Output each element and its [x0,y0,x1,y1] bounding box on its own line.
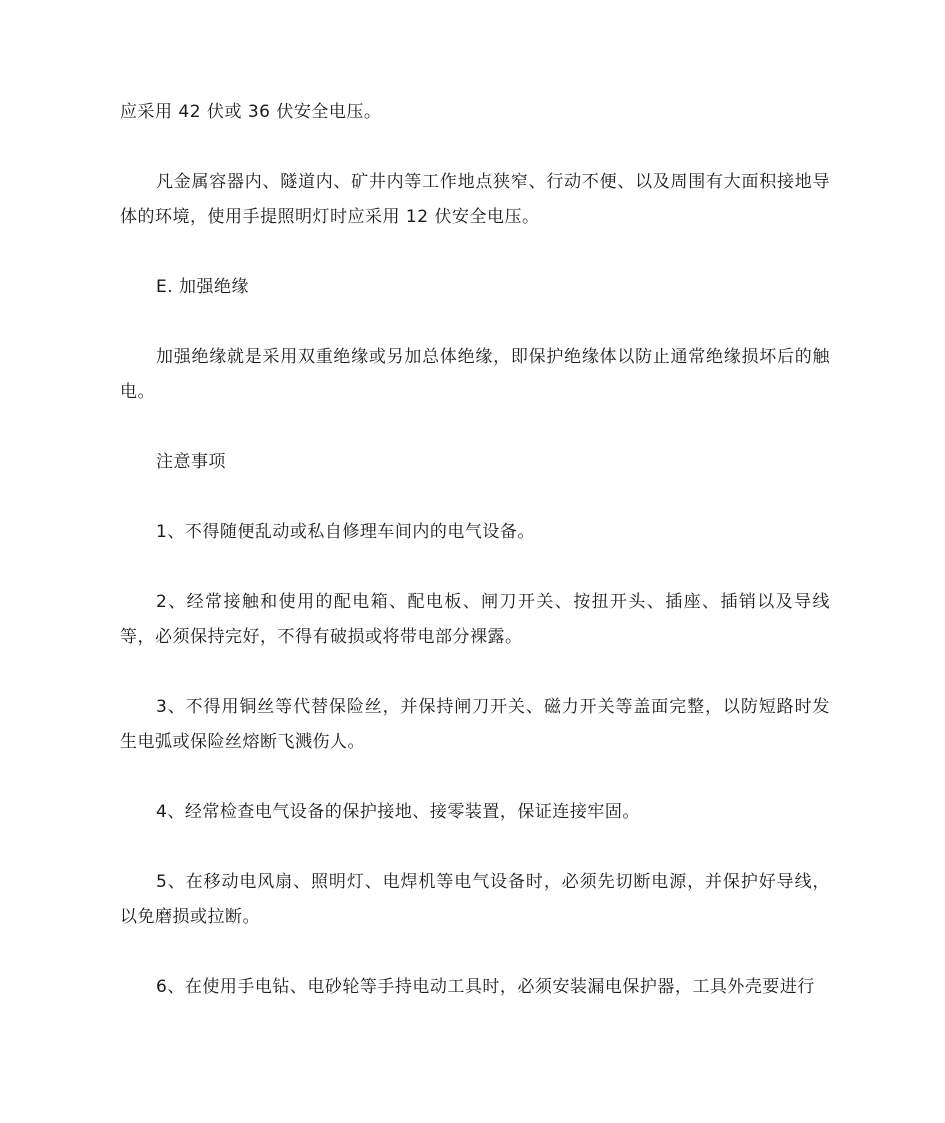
document-body [120,95,830,1040]
paragraph-confined-space-lighting: 凡金属容器内、隧道内、矿井内等工作地点狭窄、行动不便、以及周围有大面积接地导体的环境，使用手提照明灯时应采用 12 伏安全电压。 [120,172,830,227]
section-heading-precautions: 注意事项 [156,452,226,472]
list-item-precaution-2: 2、经常接触和使用的配电箱、配电板、闸刀开关、按扭开头、插座、插销以及导线等，必须保持完好，不得有破损或将带电部分裸露。 [120,592,830,647]
list-item-precaution-6: 6、在使用手电钻、电砂轮等手持电动工具时，必须安装漏电保护器，工具外壳要进行 [156,977,815,997]
paragraph-reinforced-insulation: 加强绝缘就是采用双重绝缘或另加总体绝缘，即保护绝缘体以防止通常绝缘损坏后的触电。 [120,347,830,402]
list-item-precaution-3: 3、不得用铜丝等代替保险丝，并保持闸刀开关、磁力开关等盖面完整，以防短路时发生电弧或保险丝熔断飞溅伤人。 [120,697,830,752]
list-item-precaution-4: 4、经常检查电气设备的保护接地、接零装置，保证连接牢固。 [156,802,640,822]
list-item-precaution-1: 1、不得随便乱动或私自修理车间内的电气设备。 [156,522,535,542]
section-heading-reinforced-insulation: E. 加强绝缘 [156,277,250,297]
list-item-precaution-5: 5、在移动电风扇、照明灯、电焊机等电气设备时，必须先切断电源，并保护好导线，以免磨损或拉断。 [120,872,830,927]
paragraph-voltage-continuation: 应采用 42 伏或 36 伏安全电压。 [120,102,382,122]
